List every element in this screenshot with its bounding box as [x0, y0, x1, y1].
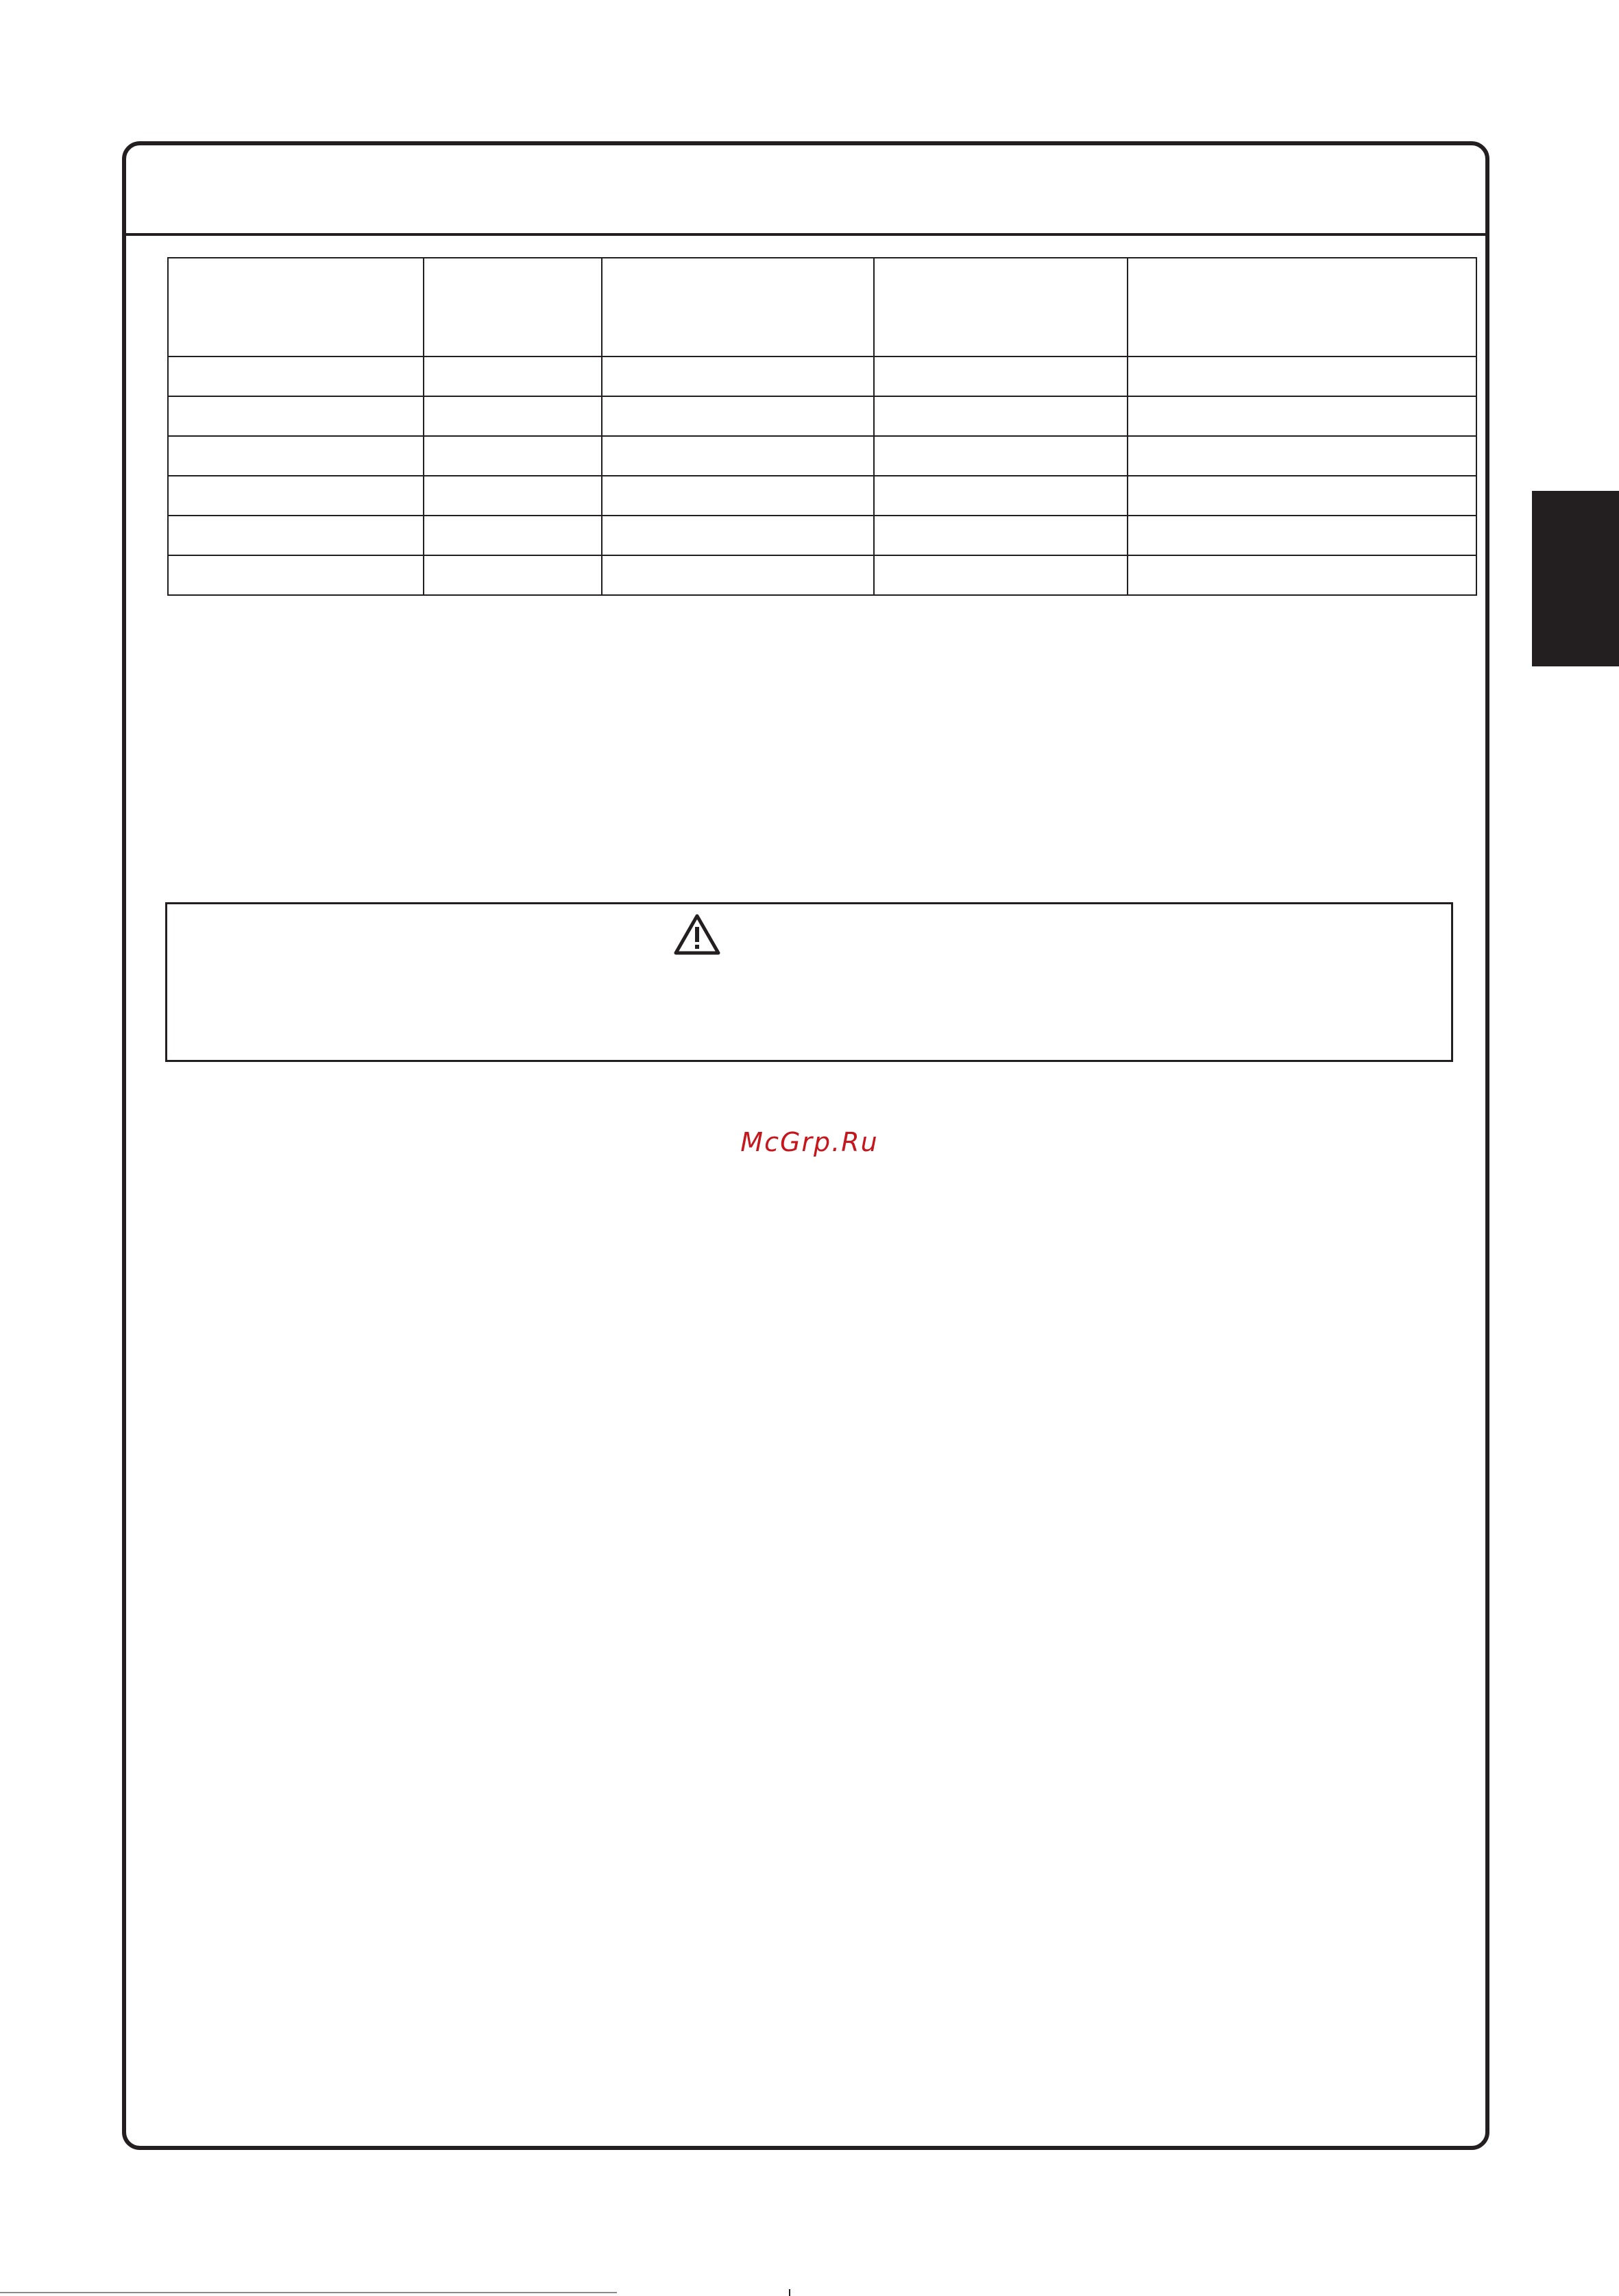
- table-header-cell: [602, 258, 874, 357]
- table-cell: [424, 436, 602, 476]
- table-cell: [874, 555, 1128, 595]
- table-row: [168, 436, 1476, 476]
- table-cell: [424, 476, 602, 516]
- table-cell: [1128, 436, 1476, 476]
- table-row: [168, 516, 1476, 555]
- table-cell: [874, 516, 1128, 555]
- table-cell: [424, 516, 602, 555]
- table-cell: [874, 476, 1128, 516]
- table-cell: [168, 357, 424, 396]
- table-header-cell: [168, 258, 424, 357]
- table-cell: [602, 476, 874, 516]
- table-cell: [874, 436, 1128, 476]
- table-header-cell: [874, 258, 1128, 357]
- table-cell: [874, 396, 1128, 436]
- table-cell: [1128, 476, 1476, 516]
- table-row: [168, 555, 1476, 595]
- section-tab: [1532, 491, 1619, 666]
- header-divider: [126, 233, 1485, 236]
- table-row: [168, 357, 1476, 396]
- table-cell: [1128, 396, 1476, 436]
- table-cell: [424, 396, 602, 436]
- table-cell: [602, 555, 874, 595]
- warning-triangle-icon: [673, 913, 721, 956]
- table-cell: [1128, 516, 1476, 555]
- table-cell: [602, 357, 874, 396]
- watermark-text: McGrp.Ru: [740, 1127, 879, 1157]
- table-cell: [168, 476, 424, 516]
- caution-box: [165, 902, 1453, 1062]
- table-cell: [602, 516, 874, 555]
- table-header-cell: [1128, 258, 1476, 357]
- table-row: [168, 476, 1476, 516]
- table-cell: [168, 396, 424, 436]
- table-cell: [1128, 357, 1476, 396]
- table-cell: [168, 516, 424, 555]
- bottom-mark: [789, 2289, 790, 2296]
- table-cell: [602, 396, 874, 436]
- spec-table: [167, 257, 1477, 596]
- table-header-cell: [424, 258, 602, 357]
- table-header-row: [168, 258, 1476, 357]
- table-cell: [602, 436, 874, 476]
- table-cell: [1128, 555, 1476, 595]
- table-cell: [424, 357, 602, 396]
- table-cell: [168, 555, 424, 595]
- table-row: [168, 396, 1476, 436]
- table-cell: [168, 436, 424, 476]
- table-cell: [874, 357, 1128, 396]
- bottom-divider: [0, 2292, 617, 2293]
- table-cell: [424, 555, 602, 595]
